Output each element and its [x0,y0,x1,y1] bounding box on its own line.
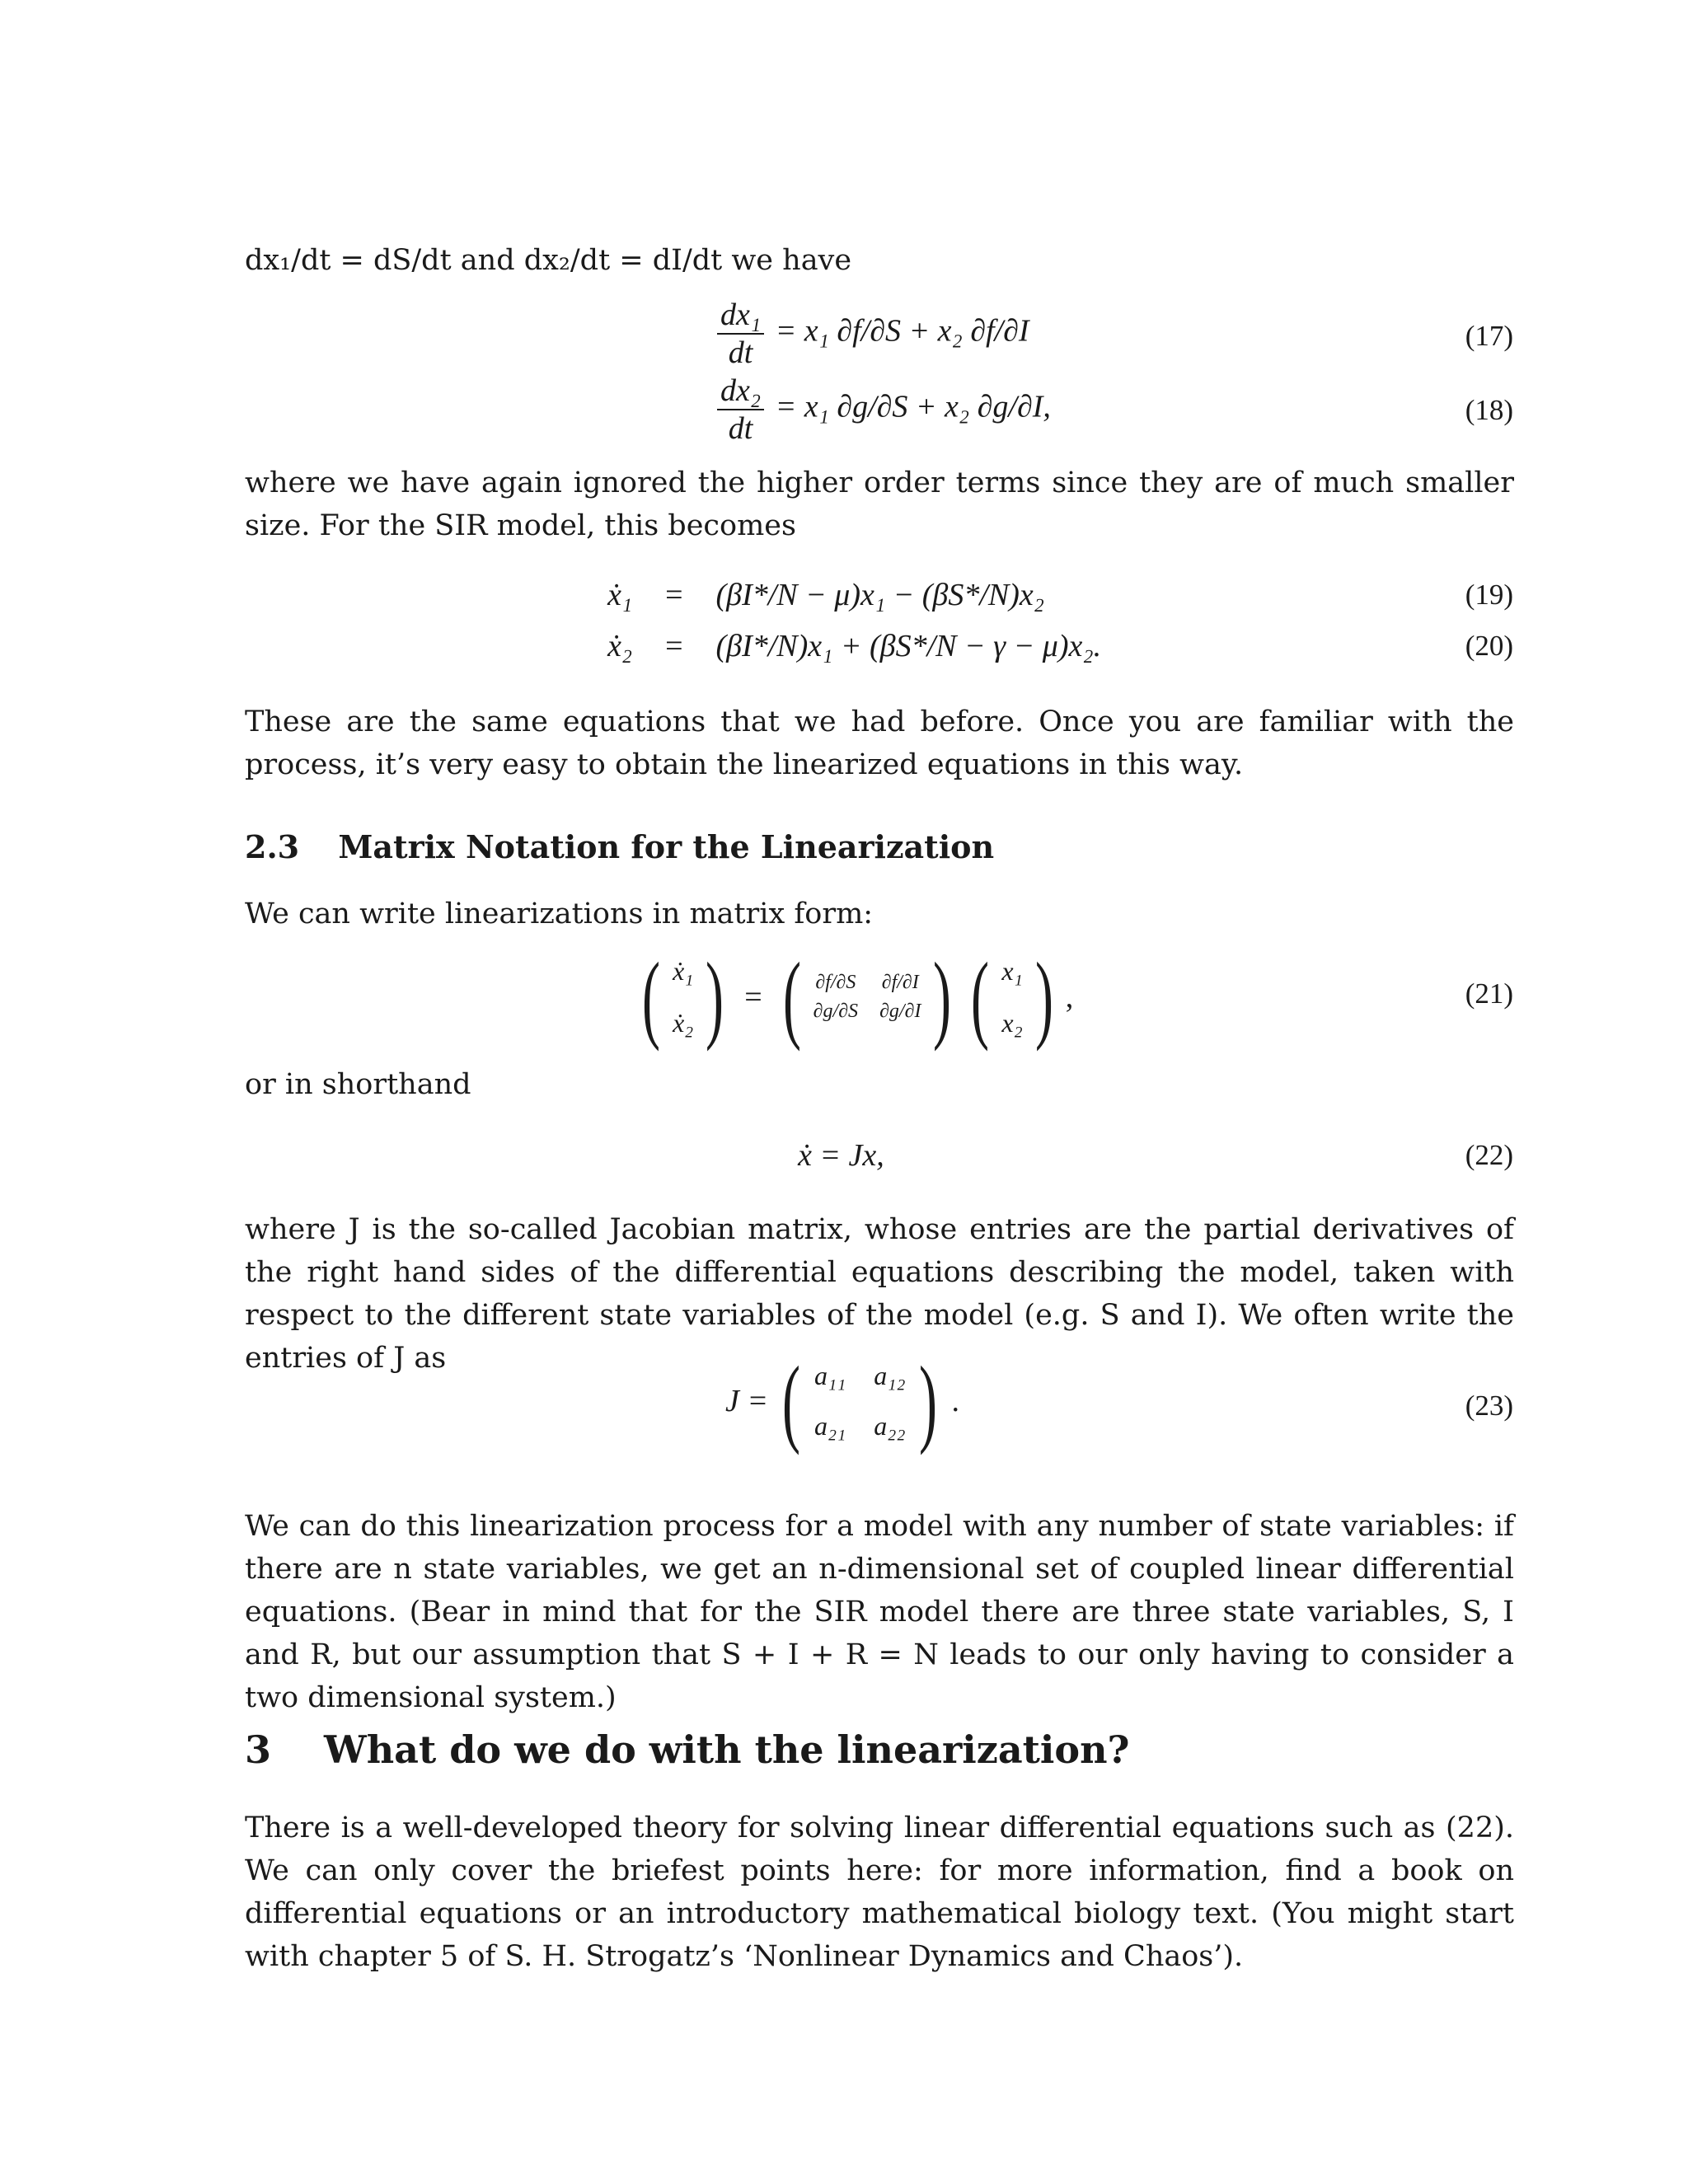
section-3-title: What do we do with the linearization? [324,1727,1130,1772]
section-2-3-heading [245,828,994,865]
a22: a₂₂ [874,1411,906,1441]
paragraph-3: We can write linearizations in matrix form: [245,898,874,930]
eq17-lhs-num: dx₁ [717,297,764,335]
eq21-rhs-1: x₁ [1001,956,1023,986]
eq17-rhs: = x₁ ∂f/∂S + x₂ ∂f/∂I [775,313,1029,349]
eq19-eqsign: = [665,578,683,612]
jac-11: ∂f/∂S [815,972,856,993]
eq19-lhs: ẋ₁ [607,578,633,612]
jac-21: ∂g/∂S [813,1001,859,1022]
eq22-number: (22) [1465,1139,1513,1171]
paragraph-6: We can do this linearization process for a model with any number of state variables: if there are n state variables, we get an n-dimensional set of coupled linear differential equations. (Bear in mind that for the SIR model there are three state variables, S, I and R, but our assumption that S + I + R = N leads to our only having to consider a two dimensional system.) [245,1510,1514,1714]
equation-19 [607,577,1044,613]
eq21-rhs-2: x₂ [1001,1008,1023,1038]
eq18-lhs-num: dx₂ [717,373,764,410]
eq20-number: (20) [1465,630,1513,662]
eq21-lhs-1: ẋ₁ [672,956,694,986]
a11: a₁₁ [814,1361,846,1390]
equation-23: J = ( a₁₁ a₁₂ a₂₁ a₂₂ ) . [725,1346,959,1455]
eq21-lhs-2: ẋ₂ [672,1008,694,1038]
eq19-rhs: (βI*/N − μ)x₁ − (βS*/N)x₂ [715,578,1044,612]
eq18-number: (18) [1465,394,1513,426]
eq20-lhs: ẋ₂ [607,629,633,663]
paragraph-1: where we have again ignored the higher order terms since they are of much smaller size. For the SIR model, this becomes [245,466,1514,542]
section-3-heading [245,1727,1129,1772]
paragraph-2: These are the same equations that we had before. Once you are familiar with the process, it’s very easy to obtain the linearized equations in this way. [245,705,1514,781]
eq18-lhs-den: dt [728,411,753,446]
eq23-lhs: J = [725,1384,769,1418]
eq22-expr: ẋ = Jx, [798,1138,884,1173]
equation-20 [607,628,1101,664]
eq21-number: (21) [1465,977,1513,1010]
section-2-3-title: Matrix Notation for the Linearization [338,828,995,865]
eq20-rhs: (βI*/N)x₁ + (βS*/N − γ − μ)x₂. [715,629,1102,663]
jac-22: ∂g/∂I [879,1001,921,1022]
paragraph-7: There is a well-developed theory for solving linear differential equations such as (22). We can only cover the briefest points here: for more information, find a book on differential equations or an introductory mathematical biology text. (You might start with chapter 5 of S. H. Strogatz’s ‘Nonlinear Dynamics and Chaos’). [245,1811,1514,1973]
eq23-number: (23) [1465,1390,1513,1422]
equation-18 [714,373,1051,447]
section-2-3-number: 2.3 [245,828,300,865]
intro-line: dx₁/dt = dS/dt and dx₂/dt = dI/dt we have [245,244,852,277]
paragraph-4: or in shorthand [245,1068,471,1101]
equation-22 [798,1137,884,1174]
eq20-eqsign: = [665,629,683,663]
a12: a₁₂ [874,1361,906,1390]
eq17-number: (17) [1465,320,1513,352]
eq17-lhs-den: dt [728,335,753,370]
eq18-rhs: = x₁ ∂g/∂S + x₂ ∂g/∂I, [775,389,1051,424]
paragraph-5: where J is the so-called Jacobian matrix, whose entries are the partial derivatives of the right hand sides of the differential equations describing the model, taken with respect to the different state variables of the model (e.g. S and I). We often write the entries of J as [245,1213,1514,1375]
a21: a₂₁ [814,1411,846,1441]
section-3-number: 3 [245,1727,272,1772]
eq19-number: (19) [1465,579,1513,611]
jac-12: ∂f/∂I [881,972,919,993]
equation-21: ( ẋ₁ ẋ₂ ) = ( ∂f/∂S ∂f/∂I ∂g/∂S ∂g/∂I ) ( x₁ x₂ ) , [641,942,1074,1052]
equation-17 [714,297,1029,371]
